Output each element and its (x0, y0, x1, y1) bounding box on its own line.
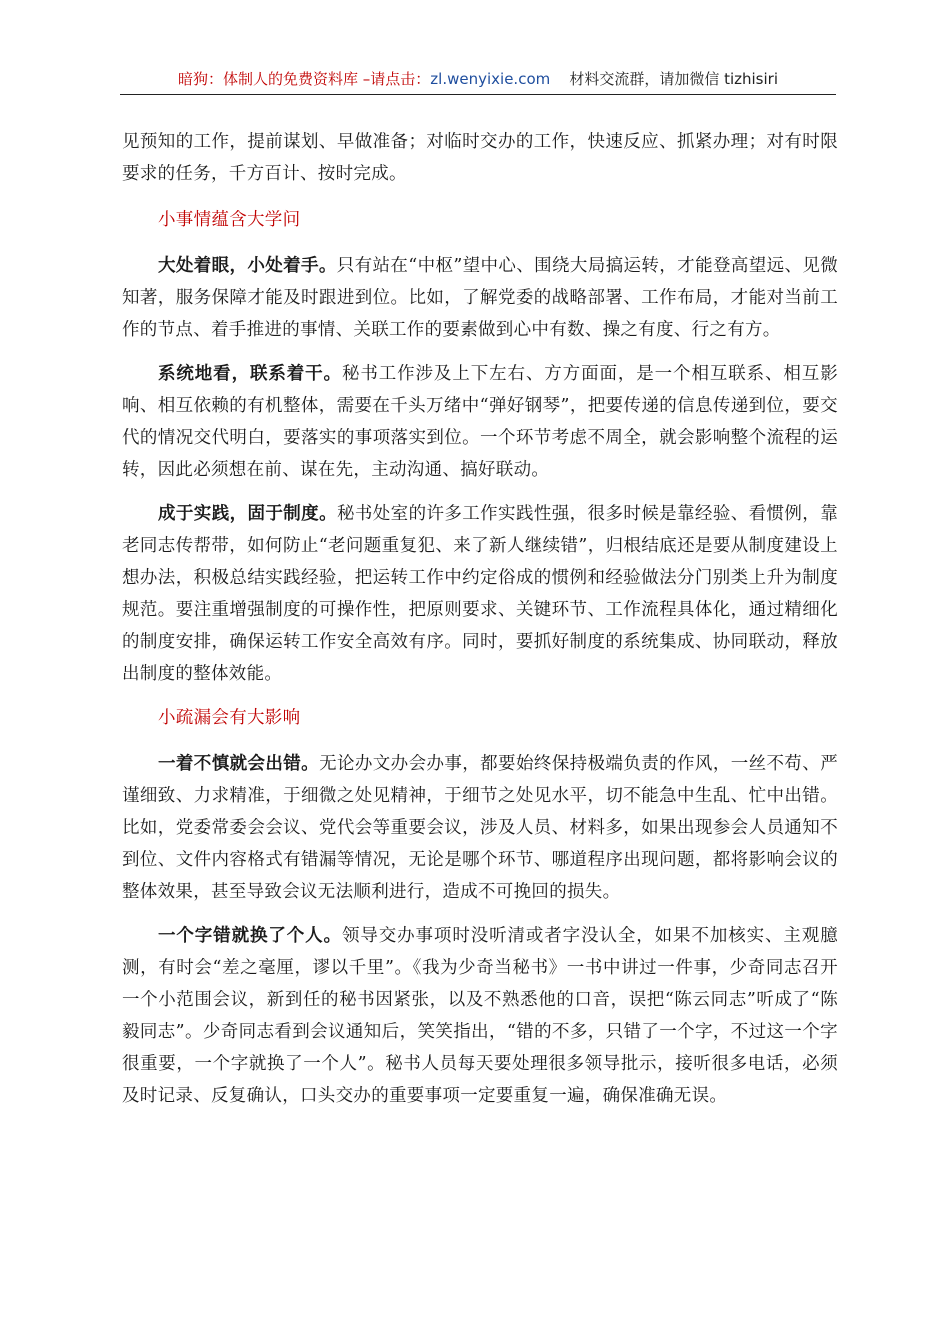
document-body (122, 126, 838, 1124)
paragraph-3 (122, 498, 838, 690)
header-link[interactable]: zl.wenyixie.com (430, 70, 551, 88)
paragraph-4-lead: 一着不慎就会出错。 (158, 754, 320, 774)
paragraph-5 (122, 920, 838, 1112)
paragraph-2-lead: 系统地看，联系着干。 (158, 364, 342, 384)
paragraph-2 (122, 358, 838, 486)
paragraph-4-text: 无论办文办会办事，都要始终保持极端负责的作风，一丝不苟、严谨细致、力求精准，于细微之处见精神，于细节之处见水平，切不能急中生乱、忙中出错。比如，党委常委会会议、党代会等重要会议，涉及人员、材料多，如果出现参会人员通知不到位、文件内容格式有错漏等情况，无论是哪个环节、哪道程序出现问题，都将影响会议的整体效果，甚至导致会议无法顺利进行，造成不可挽回的损失。 (122, 754, 838, 902)
page-header (120, 64, 836, 95)
paragraph-1 (122, 250, 838, 346)
section-heading-1: 小事情蕴含大学问 (158, 210, 301, 230)
intro-paragraph: 见预知的工作，提前谋划、早做准备；对临时交办的工作，快速反应、抓紧办理；对有时限要求的任务，千方百计、按时完成。 (122, 132, 838, 184)
paragraph-5-text: 领导交办事项时没听清或者字没认全，如果不加核实、主观臆测，有时会“差之毫厘，谬以千里”。《我为少奇当秘书》一书中讲过一件事，少奇同志召开一个小范围会议，新到任的秘书因紧张，以及不熟悉他的口音，误把“陈云同志”听成了“陈毅同志”。少奇同志看到会议通知后，笑笑指出，“错的不多，只错了一个字，不过这一个字很重要，一个字就换了一个人”。秘书人员每天要处理很多领导批示，接听很多电话，必须及时记录、反复确认，口头交办的重要事项一定要重复一遍，确保准确无误。 (122, 926, 838, 1106)
paragraph-4 (122, 748, 838, 908)
paragraph-2-text: 秘书工作涉及上下左右、方方面面，是一个相互联系、相互影响、相互依赖的有机整体，需要在千头万绪中“弹好钢琴”，把要传递的信息传递到位，要交代的情况交代明白，要落实的事项落实到位。一个环节考虑不周全，就会影响整个流程的运转，因此必须想在前、谋在先，主动沟通、搞好联动。 (122, 364, 838, 480)
header-click-prompt: –请点击： (358, 70, 431, 88)
section-heading-2: 小疏漏会有大影响 (158, 708, 301, 728)
paragraph-5-lead: 一个字错就换了个人。 (158, 926, 342, 946)
paragraph-1-text: 只有站在“中枢”望中心、围绕大局搞运转，才能登高望远、见微知著，服务保障才能及时跟进到位。比如，了解党委的战略部署、工作布局，才能对当前工作的节点、着手推进的事情、关联工作的要素做到心中有数、操之有度、行之有方。 (122, 256, 838, 340)
paragraph-3-lead: 成于实践，固于制度。 (158, 504, 337, 524)
paragraph-3-text: 秘书处室的许多工作实践性强，很多时候是靠经验、看惯例，靠老同志传帮带，如何防止“老问题重复犯、来了新人继续错”，归根结底还是要从制度建设上想办法，积极总结实践经验，把运转工作中约定俗成的惯例和经验做法分门别类上升为制度规范。要注重增强制度的可操作性，把原则要求、关键环节、工作流程具体化，通过精细化的制度安排，确保运转工作安全高效有序。同时，要抓好制度的系统集成、协同联动，释放出制度的整体效能。 (122, 504, 839, 684)
header-site-name: 暗狗：体制人的免费资料库 (178, 70, 359, 88)
header-wechat-note: 材料交流群，请加微信 tizhisiri (569, 70, 778, 88)
paragraph-1-lead: 大处着眼，小处着手。 (158, 256, 337, 276)
